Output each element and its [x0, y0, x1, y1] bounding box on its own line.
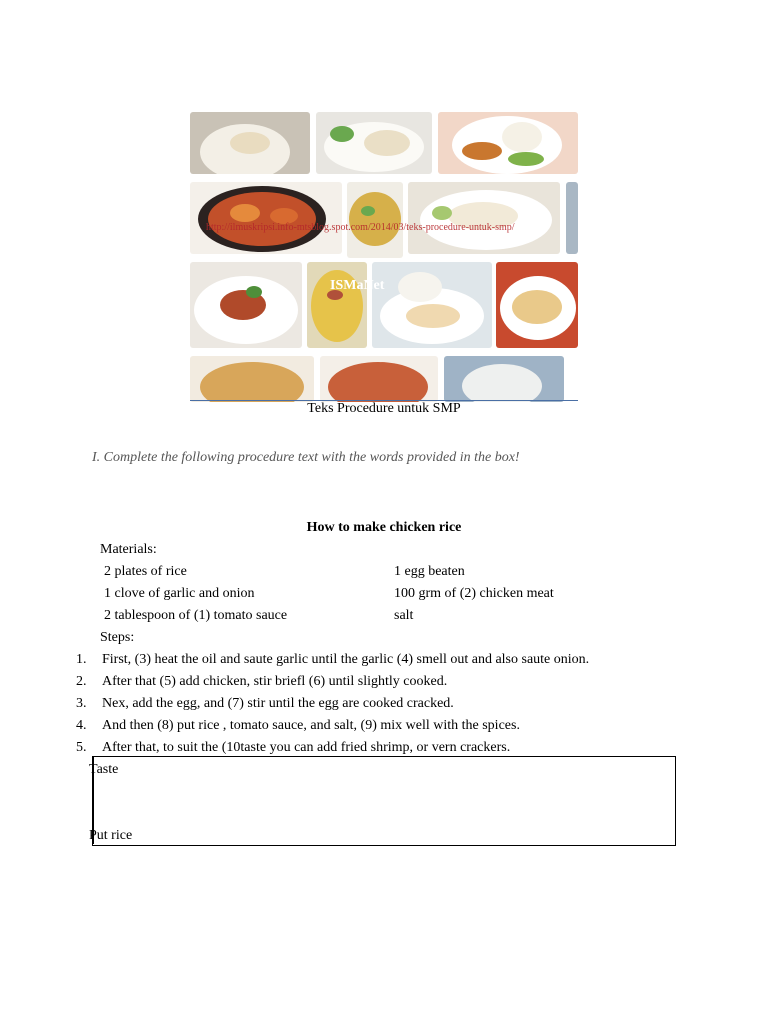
photo-chicken-bowl	[444, 356, 564, 402]
material-item: salt	[394, 608, 414, 623]
watermark-site: ISMaNet	[330, 278, 385, 293]
word-box-word: Taste	[89, 762, 119, 777]
photo-chicken-rice-3	[438, 112, 578, 174]
word-box	[92, 756, 676, 846]
material-item: 2 plates of rice	[104, 564, 187, 579]
materials-label: Materials:	[100, 542, 157, 557]
photo-chicken-pan	[190, 182, 342, 254]
photo-chicken-rice-2	[316, 112, 432, 174]
watermark-url: http://ilmuskripsi.info-mtsblog.spot.com/2014/03/teks-procedure-untuk-smp/	[206, 222, 515, 233]
photo-yellow-rice	[307, 262, 367, 348]
recipe-title: How to make chicken rice	[306, 520, 462, 535]
photo-sliced-chicken	[372, 262, 492, 348]
food-photo-collage	[190, 110, 578, 402]
step-text: And then (8) put rice , tomato sauce, and salt, (9) mix well with the spices.	[102, 718, 520, 733]
photo-noodles	[190, 356, 314, 402]
material-item: 1 clove of garlic and onion	[104, 586, 255, 601]
word-box-word: Put rice	[89, 828, 133, 843]
photo-chicken-plate	[496, 262, 578, 348]
instruction-text: I. Complete the following procedure text with the words provided in the box!	[92, 450, 520, 465]
step-text: First, (3) heat the oil and saute garlic until the garlic (4) smell out and also saute onion.	[102, 652, 590, 667]
steps-label: Steps:	[100, 630, 135, 645]
photo-chicken-curry	[320, 356, 438, 402]
step-text: Nex, add the egg, and (7) stir until the egg are cooked cracked.	[102, 696, 454, 711]
step-number: 5.	[76, 740, 87, 755]
step-number: 3.	[76, 696, 87, 711]
step-text: After that (5) add chicken, stir briefl (6) until slightly cooked.	[102, 674, 448, 689]
step-number: 1.	[76, 652, 87, 667]
material-item: 2 tablespoon of (1) tomato sauce	[104, 608, 288, 623]
material-item: 100 grm of (2) chicken meat	[394, 586, 554, 601]
step-text: After that, to suit the (10taste you can add fried shrimp, or vern crackers.	[102, 740, 511, 755]
collage-caption: Teks Procedure untuk SMP	[307, 401, 461, 416]
photo-chicken-rice-1	[190, 112, 310, 174]
photo-chicken-rice-4	[190, 262, 302, 348]
material-item: 1 egg beaten	[394, 564, 465, 579]
step-number: 2.	[76, 674, 87, 689]
photo-edge	[566, 182, 578, 254]
photo-fried-rice	[347, 182, 403, 258]
photo-steamed-chicken	[408, 182, 560, 254]
step-number: 4.	[76, 718, 87, 733]
